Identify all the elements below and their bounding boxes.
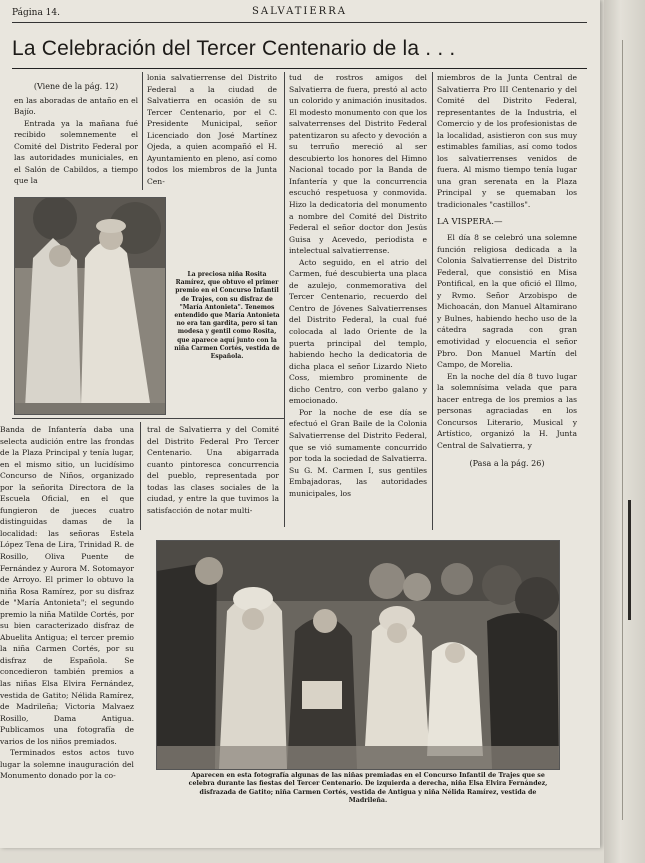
paragraph: en las aboradas de antaño en el Bajío. <box>14 95 138 117</box>
article-title: La Celebración del Tercer Centenario de la . . . <box>12 37 456 60</box>
section-heading: LA VISPERA.— <box>437 216 503 227</box>
continued-to-note: (Pasa a la pág. 26) <box>469 458 545 468</box>
continued-from-note: (Viene de la pág. 12) <box>33 82 119 91</box>
photo-caption-small: La preciosa niña Rosita Ramírez, que obtuvo el primer premio en el Concurso Infantil de Trajes, con su disfraz de "María Antonieta". Tenemos entendido que María Antonieta no era tan gardita, pero si tan modesa y gentil como Rosita, que aparece aquí junto con la niña Carmen Cortés, vestida de Española. <box>174 271 280 361</box>
paragraph: Banda de Infantería daba una selecta audición entre las frondas de la Plaza Principal y tenía lugar, en el mismo sitio, un lucidísimo Concurso de Niños, organizado por la señorita Directora de la Escuela Oficial, en el que fungieron de jueces cuatro distinguidas damas de la localidad: las señoras Estela López Tena de Lira, Trinidad R. de Rosillo, Oliva Puente de Fernández y Aurora M. Sotomayor de Arroyo. El primer lo obtuvo la niña Rosa Ramírez, por su disfraz de "María Antonieta"; el segundo premio la niña Matilde Cortés, por su bien caracterizado disfraz de Abuelita Antigua; el tercer premio la niña Carmen Cortés, por su disfraz de Española. Se concedieron también premios a las niñas Elsa Elvira Fernández, vestida de Gatito; Nélida Ramírez, de Madrileña; Victoria Malvaez Rosillo, Dama Antigua. Publicamos una fotografía de varios de los niños premiados. <box>0 425 134 746</box>
paragraph: lonia salvatierrense del Distrito Federal a la ciudad de Salvatierra en ocasión de su Tercer Centenario, por el C. Presidente Municipal, señor Licenciado don José Martínez Ojeda, a quien acompañó el H. Ayuntamiento en pleno, así como todos los miembros de la Junta Cen- <box>147 73 277 186</box>
page-number: Página 14. <box>12 8 60 18</box>
column-4 <box>437 72 577 471</box>
column-1-top <box>14 81 138 187</box>
photo-girls-costumes <box>14 197 166 415</box>
paragraph: Terminados estos actos tuvo lugar la solemne inauguración del Monumento donado por la co- <box>0 748 134 781</box>
magazine-name: SALVATIERRA <box>252 6 347 17</box>
column-divider <box>284 72 285 527</box>
paragraph: En la noche del día 8 tuvo lugar la solemnísima velada que para hacer entrega de los premios a las personas agraciadas en los Concursos Literario, Musical y Artístico, organizó la H. Junta Central de Salvatierra, y <box>437 371 577 450</box>
page-header <box>12 6 587 20</box>
column-2-top <box>147 72 277 187</box>
column-3 <box>289 72 427 499</box>
column-divider <box>142 72 143 190</box>
column-2-mid <box>147 424 279 516</box>
paragraph: El día 8 se celebró una solemne función religiosa dedicada a la Colonia Salvatierrense del Distrito Federal, que consistió en Misa Pontifical, en la que ofició el Illmo, y Rvmo. Señor Arzobispo de Michoacán, don Manuel Altamirano y Bulnes, habiendo hecho uso de la cátedra sagrada con gran emotividad y elocuencia el señor Pbro. Don Manuel Martín del Campo, de Morelia. <box>437 233 577 370</box>
paragraph: tud de rostros amigos del Salvatierra de fuera, prestó al acto un colorido y animación inusitados. El modesto monumento con que los salvaterrenses del Distrito Federal patentizaron su afecto y devoción a su terruño mereció al ser descubierto los honores del Himno Nacional tocado por la Banda de Infantería y que la concurrencia escuchó respetuosa y conmovida. Hizo la dedicatoria del monumento a nombre del Comité del Distrito Federal el señor doctor don Jesús Guisa y Acevedo, periodista e intelectual salvatierrense. <box>289 73 427 256</box>
section-rule <box>12 418 284 419</box>
header-rule <box>12 22 587 23</box>
next-page-edge <box>604 0 645 863</box>
paragraph: Entrada ya la mañana fué recibido solemnemente el Comité del Distrito Federal por las autoridades municiales, en el Salón de Cabildos, a tiempo que la <box>14 118 138 186</box>
paragraph: miembros de la Junta Central de Salvatierra Pro III Centenario y del Comité del Distrito Federal, representantes de la Industria, el Comercio y de los profesionistas de la localidad, asistieron con sus muy estimables familias, así como todos los salvatierrenses venidos de fuera. Al mismo tiempo tenía lugar una gran serenata en la Plaza Principal y se quemaban los tradicionales "castillos". <box>437 73 577 210</box>
column-divider <box>140 422 141 530</box>
paragraph: tral de Salvatierra y del Comité del Distrito Federal Pro Tercer Centenario. Una abigarrada cuanto pintoresca concurrencia del pueblo, representada por todas las clases sociales de la ciudad, y entre la que tuvimos la satisfacción de notar multi- <box>147 425 279 515</box>
title-rule <box>12 68 587 69</box>
column-1-bottom <box>0 424 134 782</box>
column-divider <box>432 72 433 530</box>
paragraph: Acto seguido, en el atrio del Carmen, fué descubierta una placa de azulejo, conmemorativa del Tercer Centenario, recuerdo del Centro de Jóvenes Salvatierrenses del Distrito Federal, la cual fué colocada al lado Oriente de la puerta principal del templo, habiendo hecho la dedicatoria de dicha placa el señor Lizardo Nieto Coss, miembro prominente de dicho Centro, con verbo galano y emocionado. <box>289 257 427 406</box>
photo-caption-large: Aparecen en esta fotografía algunas de las niñas premiadas en el Concurso Infantil de Trajes que se celebra durante las fiestas del Tercer Centenario. De izquierda a derecha, niña Elsa Elvira Fernández, disfrazada de Gatito; niña Carmen Cortés, vestida de Antigua y niña Nélida Ramírez, vestida de Madrileña. <box>188 772 548 805</box>
paragraph: Por la noche de ese día se efectuó el Gran Baile de la Colonia Salvatierrense del Distrito Federal, que se vió sumamente concurrido por toda la sociedad de Salvatierra. Su G. M. Carmen I, sus gentiles Embajadoras, las autoridades municipales, los <box>289 407 427 498</box>
photo-children-group <box>156 540 560 770</box>
